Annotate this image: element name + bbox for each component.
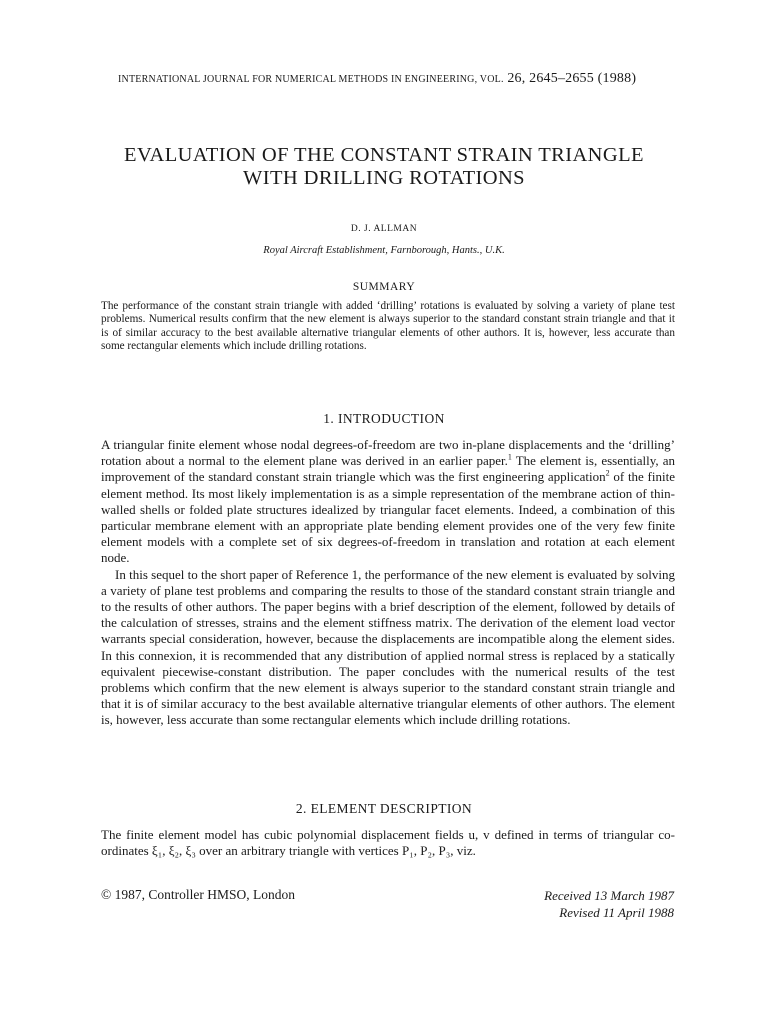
title-line-1: EVALUATION OF THE CONSTANT STRAIN TRIANGLE: [124, 144, 644, 166]
copyright-notice: © 1987, Controller HMSO, London: [101, 887, 296, 902]
introduction-body: [101, 437, 675, 729]
intro-p1-part-c: of the finite element method. Its most likely implementation is as a simple representation of the membrane action of thin-walled shells or folded plate structures idealized by triangular facet elements. Indeed, a combination of this particular membrane element with an appropriate plate bending element provides one of the very few finite element models with a complete set of six degrees-of-freedom in translation and rotation at each element node.: [101, 469, 675, 566]
author-name: D. J. ALLMAN: [350, 224, 418, 234]
intro-p1-part-b: The element is, essentially, an improvement of the standard constant strain triangle which was the first engineering application: [101, 453, 676, 485]
reference-1-superscript: 1: [507, 452, 512, 462]
author-affiliation: Royal Aircraft Establishment, Farnborough, Hants., U.K.: [263, 245, 505, 256]
reference-2-superscript: 2: [605, 469, 610, 479]
journal-header-text: INTERNATIONAL JOURNAL FOR NUMERICAL METHODS IN ENGINEERING, VOL.: [118, 74, 504, 85]
section-2-heading: 2. ELEMENT DESCRIPTION: [295, 801, 473, 816]
element-description-paragraph: The finite element model has cubic polynomial displacement fields u, v defined in terms of triangular co-ordinates ξ₁, ξ₂, ξ₃ over an arbitrary triangle with vertices P₁, P₂, P₃, viz.: [101, 827, 675, 859]
received-date: Received 13 March 1987: [544, 888, 674, 903]
journal-header-numbers: 26, 2645–2655 (1988): [503, 71, 637, 86]
introduction-paragraph-1: [101, 437, 675, 567]
title-line-2: WITH DRILLING ROTATIONS: [243, 167, 525, 189]
summary-heading: SUMMARY: [352, 281, 416, 293]
paper-title: [60, 144, 708, 190]
journal-header: [118, 71, 678, 87]
intro-p1-part-a: A triangular finite element whose nodal degrees-of-freedom are two in-plane displacements and the ‘drilling’ rotation about a normal to the element plane was derived in an earlier paper.: [101, 437, 675, 469]
summary-text: The performance of the constant strain triangle with added ‘drilling’ rotations is evaluated by solving a variety of plane test problems. Numerical results confirm that the new element is always superior to the standard constant strain triangle and that it is of similar accuracy to the best available alternative triangular elements of other authors. It is, however, less accurate than some rectangular elements which include drilling rotations.: [101, 300, 675, 352]
element-description-body: [101, 827, 675, 859]
revised-date: Revised 11 April 1988: [559, 905, 674, 920]
introduction-paragraph-2: In this sequel to the short paper of Reference 1, the performance of the new element is evaluated by solving a variety of plane test problems and comparing the results to those of the standard constant strain triangle and to the results of other authors. The paper begins with a brief description of the element, followed by details of the calculation of stresses, strains and the element stiffness matrix. The derivation of the element load vector warrants special consideration, however, because the displacements are incompatible along the element sides. In this connexion, it is recommended that any distribution of applied normal stress is replaced by a statically equivalent piecewise-constant distribution. The paper concludes with the numerical results of the test problems which confirm that the new element is always superior to the standard constant strain triangle and that it is of similar accuracy to the best available alternative triangular elements of other authors. The element is, however, less accurate than some rectangular elements which include drilling rotations.: [101, 566, 675, 728]
received-dates: [400, 887, 674, 921]
section-1-heading: 1. INTRODUCTION: [323, 411, 445, 426]
